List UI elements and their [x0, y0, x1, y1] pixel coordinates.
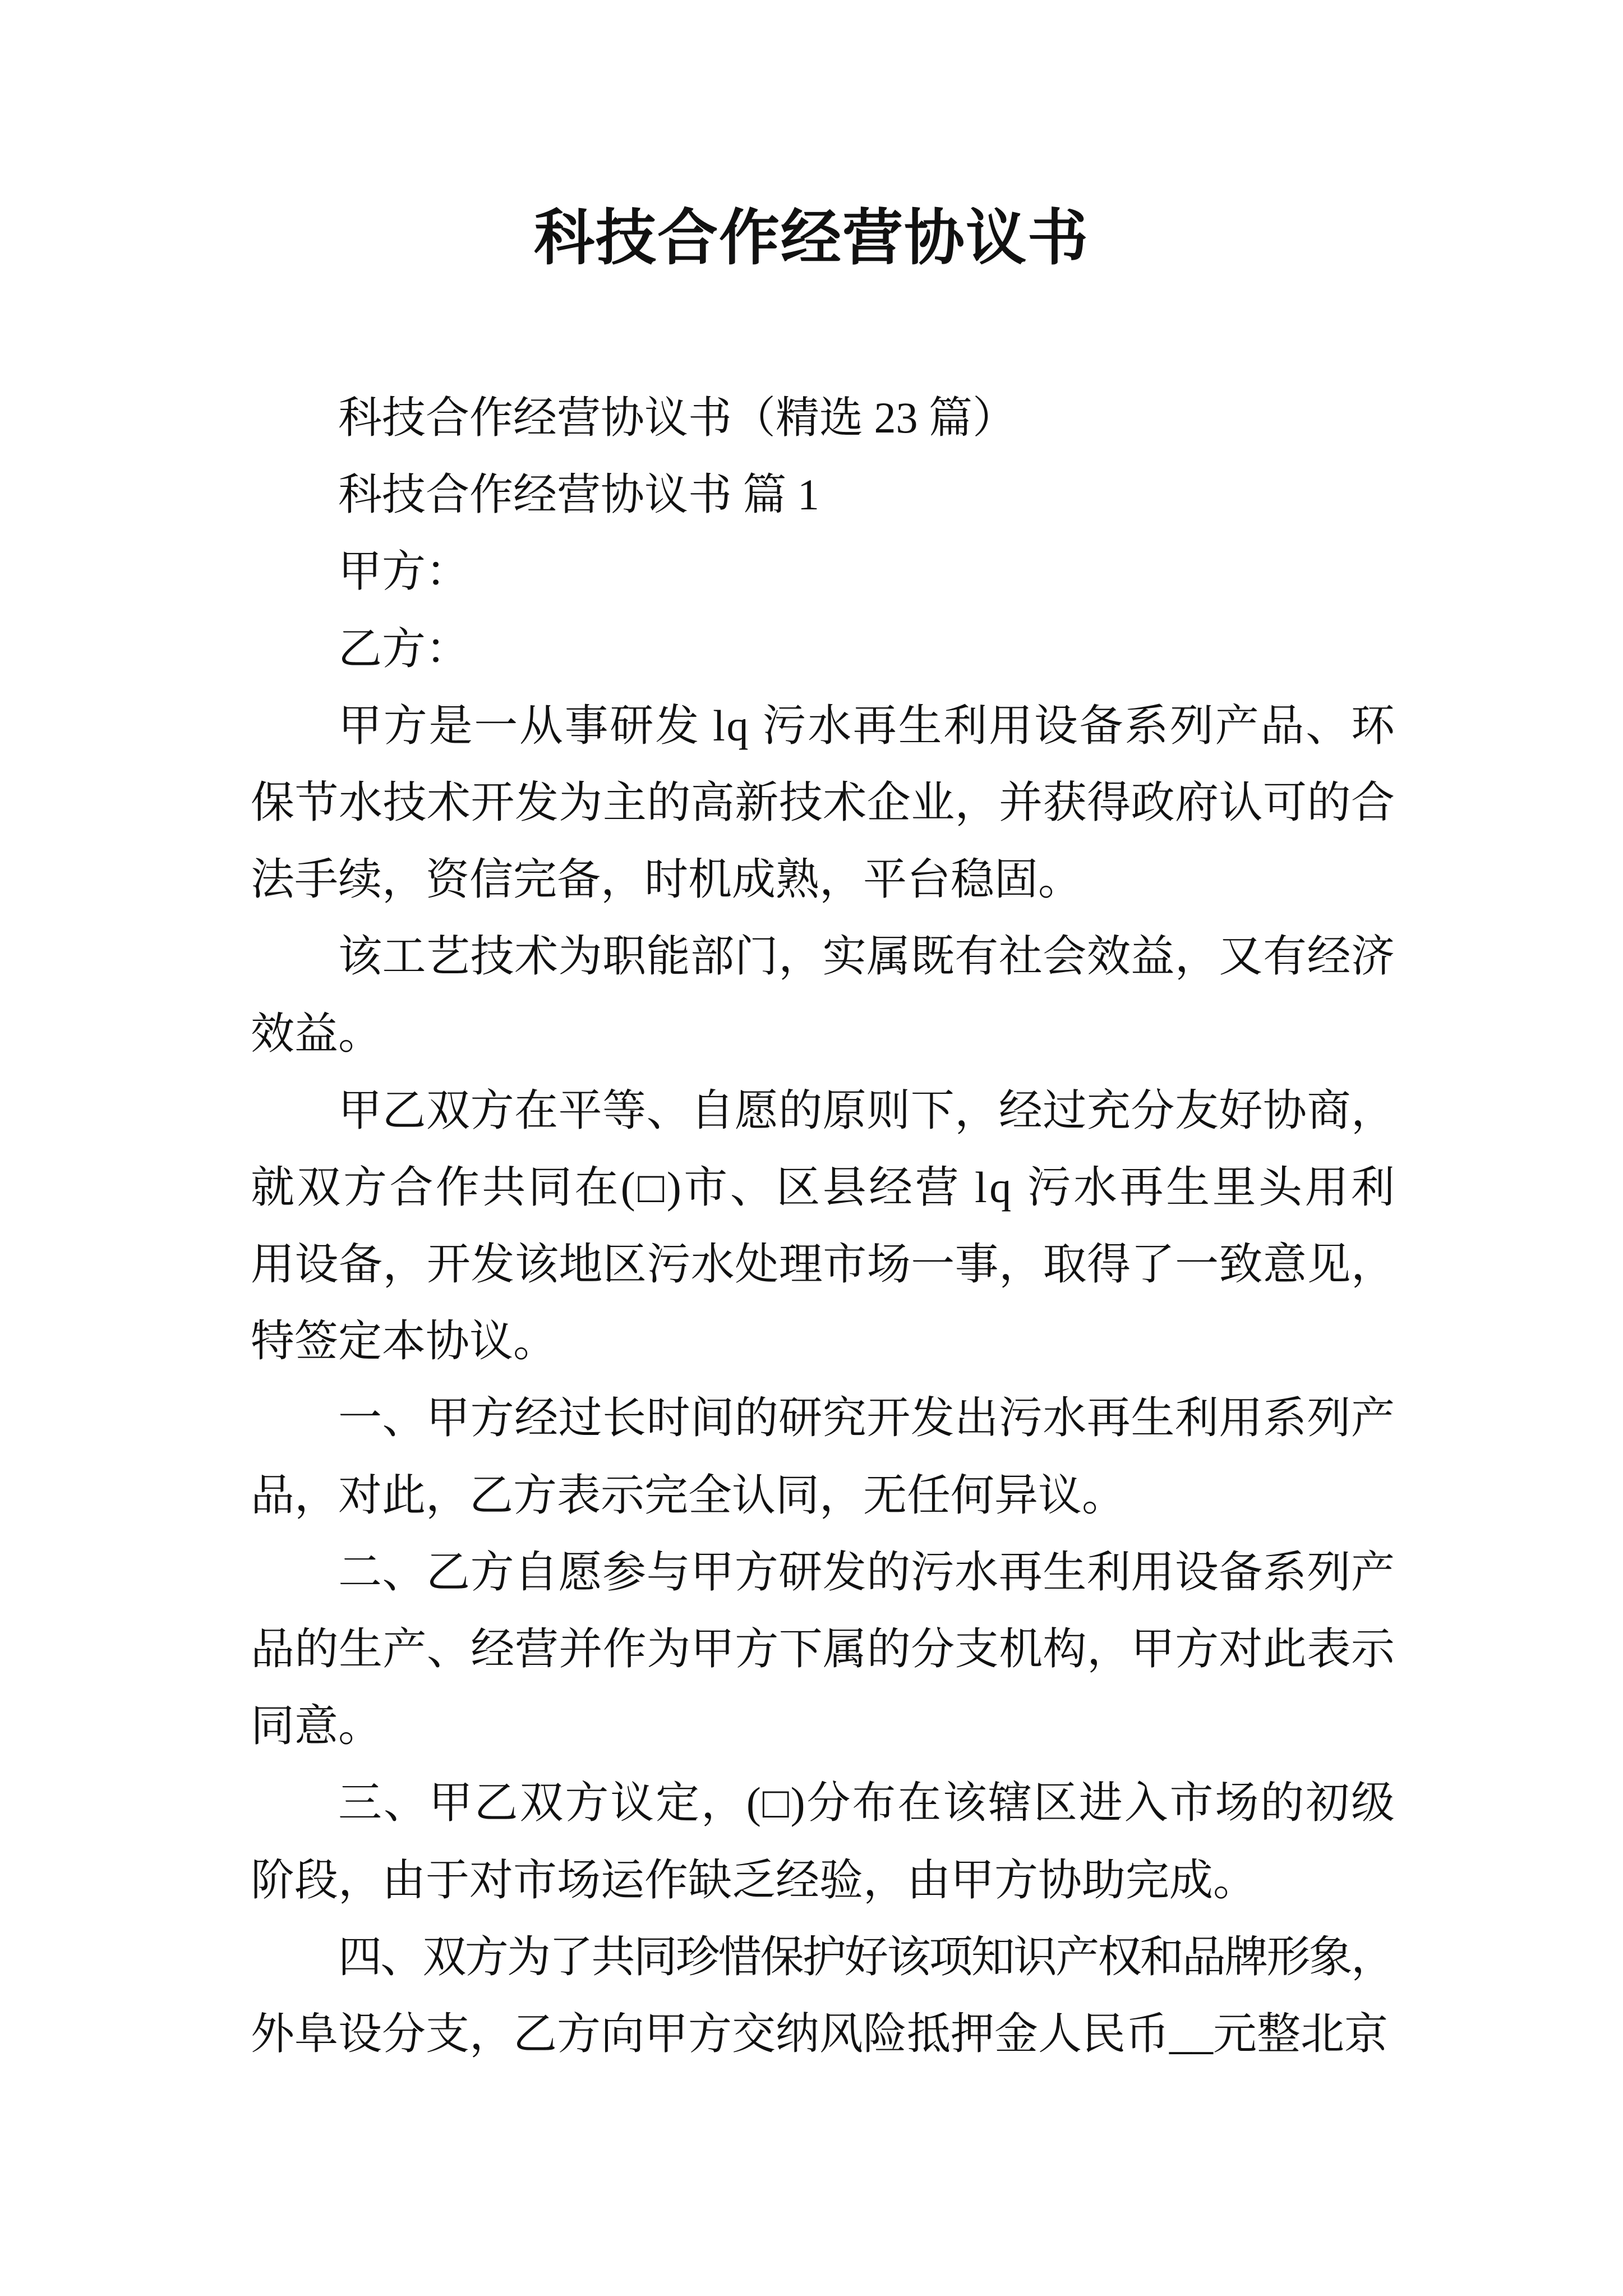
document-title: 科技合作经营协议书 — [533, 205, 1089, 272]
line-text: 阶段，由于对市场运作缺乏经验，由甲方协助完成。 — [251, 1855, 1257, 1904]
paragraph-line — [251, 841, 1395, 918]
paragraph-line — [251, 379, 1395, 456]
paragraph-line — [251, 918, 1395, 995]
line-text: 一、甲方经过长时间的研究开发出污水再生利用系列产 — [338, 1393, 1395, 1443]
line-text: 四、双方为了共同珍惜保护好该项知识产权和品牌形象， — [338, 1932, 1394, 1981]
paragraph-line — [251, 1918, 1395, 1995]
line-text: 法手续，资信完备，时机成熟，平台稳固。 — [251, 855, 1082, 904]
paragraph-line — [251, 995, 1395, 1072]
paragraph-line — [251, 1226, 1395, 1303]
paragraph-line — [251, 1764, 1395, 1841]
paragraph-line — [251, 1611, 1395, 1687]
paragraph — [251, 1379, 1395, 1533]
paragraph — [251, 918, 1395, 1071]
line-text: 效益。 — [251, 1009, 382, 1058]
paragraph-line — [251, 1534, 1395, 1611]
paragraph-line — [251, 1457, 1395, 1534]
paragraph-line — [251, 764, 1395, 841]
line-text: 二、乙方自愿参与甲方研发的污水再生利用设备系列产 — [338, 1547, 1395, 1596]
line-text: 三、甲乙双方议定，(□)分布在该辖区进入市场的初级 — [338, 1778, 1396, 1828]
paragraph-line — [251, 1149, 1398, 1226]
paragraph — [251, 1764, 1395, 1918]
line-text: 就双方合作共同在(□)市、区县经营 lq 污水再生里头用利 — [251, 1162, 1398, 1212]
line-text: 甲方： — [338, 547, 470, 596]
paragraph-line — [251, 1687, 1395, 1764]
paragraph — [251, 1534, 1395, 1765]
paragraph-line — [251, 1379, 1395, 1456]
line-text: 用设备，开发该地区污水处理市场一事，取得了一致意见， — [251, 1240, 1395, 1289]
line-text: 科技合作经营协议书（精选 23 篇） — [338, 393, 1017, 442]
paragraph-line — [251, 1995, 1395, 2072]
paragraph — [251, 456, 1395, 533]
line-text: 科技合作经营协议书 篇 1 — [338, 470, 820, 519]
paragraph — [251, 1918, 1395, 2072]
line-text: 乙方： — [338, 624, 470, 673]
line-text: 品的生产、经营并作为甲方下属的分支机构，甲方对此表示 — [251, 1625, 1395, 1673]
line-text: 外阜设分支，乙方向甲方交纳风险抵押金人民币__元整北京 — [251, 2009, 1389, 2058]
paragraph-line — [251, 610, 1395, 687]
line-text: 品，对此，乙方表示完全认同，无任何异议。 — [251, 1470, 1126, 1520]
line-text: 同意。 — [251, 1701, 382, 1751]
paragraph-line — [251, 687, 1395, 764]
paragraph-line — [251, 456, 1395, 533]
paragraph — [251, 533, 1395, 610]
line-text: 该工艺技术为职能部门，实属既有社会效益，又有经济 — [338, 932, 1395, 981]
paragraph — [251, 687, 1395, 918]
paragraph-line — [251, 1072, 1395, 1149]
line-text: 甲方是一从事研发 lq 污水再生利用设备系列产品、环 — [338, 701, 1396, 750]
document-body — [251, 379, 1398, 2072]
line-text: 特签定本协议。 — [251, 1317, 557, 1366]
line-text: 甲乙双方在平等、自愿的原则下，经过充分友好协商， — [338, 1085, 1395, 1135]
paragraph-line — [251, 1303, 1395, 1379]
line-text: 保节水技术开发为主的高新技术企业，并获得政府认可的合 — [251, 777, 1395, 827]
paragraph — [251, 610, 1395, 687]
paragraph-line — [251, 1842, 1395, 1918]
paragraph-line — [251, 533, 1395, 610]
paragraph — [251, 379, 1395, 456]
paragraph — [251, 1072, 1398, 1380]
